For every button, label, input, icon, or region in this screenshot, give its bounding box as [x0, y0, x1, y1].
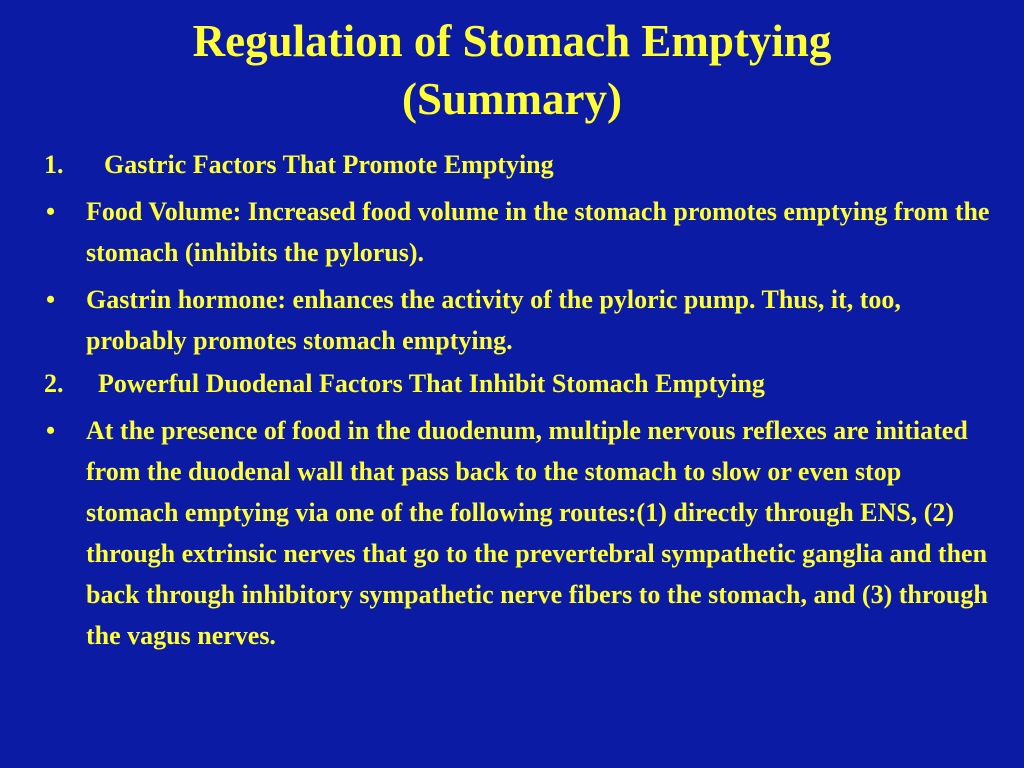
bullet-duodenal-reflexes — [44, 410, 994, 656]
slide-title — [0, 12, 1024, 128]
section-heading-text: Powerful Duodenal Factors That Inhibit Stomach Emptying — [98, 369, 765, 398]
bullet-food-volume — [44, 191, 994, 273]
section-heading-duodenal — [44, 363, 994, 404]
section-number: 2. — [44, 369, 64, 398]
slide-content — [44, 144, 994, 656]
section-heading-gastric — [44, 144, 994, 185]
bullet-icon: • — [46, 197, 56, 226]
bullet-text: At the presence of food in the duodenum, multiple nervous reflexes are initiated from the duodenal wall that pass back to the stomach to slow or even stop stomach emptying via one of the following routes:(1) directly through ENS, (2) through extrinsic nerves that go to the prevertebral sympathetic ganglia and then back through inhibitory sympathetic nerve fibers to the stomach, and (3) through the vagus nerves. — [86, 416, 988, 650]
title-line-1: Regulation of Stomach Emptying — [192, 16, 832, 66]
title-line-2: (Summary) — [402, 74, 622, 124]
section-number: 1. — [44, 150, 64, 179]
bullet-icon: • — [46, 285, 56, 314]
bullet-text: Food Volume: Increased food volume in the stomach promotes emptying from the stomach (inhibits the pylorus). — [86, 197, 990, 267]
bullet-gastrin — [44, 279, 994, 361]
bullet-icon: • — [46, 416, 56, 445]
section-heading-text: Gastric Factors That Promote Emptying — [104, 150, 554, 179]
bullet-text: Gastrin hormone: enhances the activity of the pyloric pump. Thus, it, too, probably promotes stomach emptying. — [86, 285, 901, 355]
